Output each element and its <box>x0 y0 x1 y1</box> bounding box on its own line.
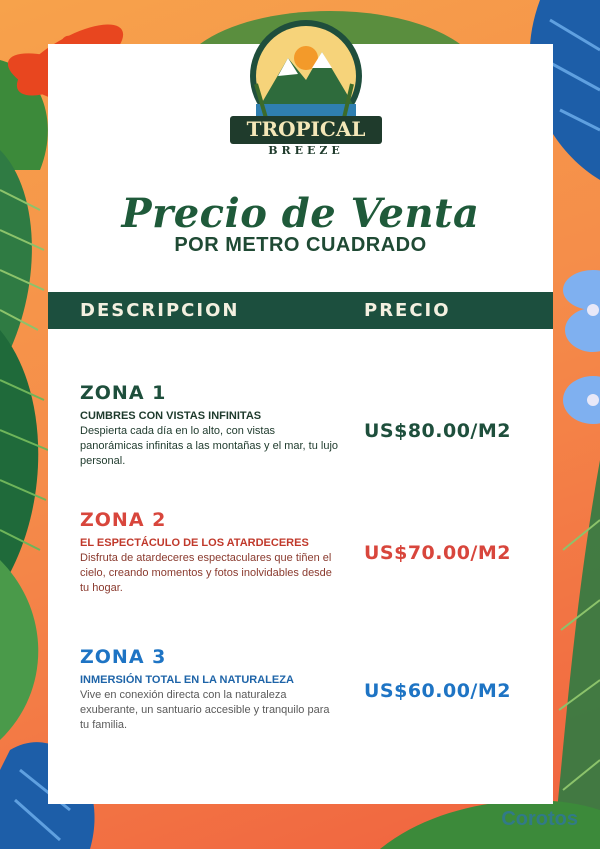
zone-description: Disfruta de atardeceres espectaculares que tiñen el cielo, creando momentos y fotos inolvidables desde tu hogar. <box>80 552 332 594</box>
palm-leaf-icon <box>0 560 52 740</box>
table-header <box>48 292 553 329</box>
zone-3-price: US$60.00/M2 <box>364 680 511 702</box>
zone-description: Despierta cada día en lo alto, con vistas panorámicas infinitas a las montañas y el mar, tu lujo personal. <box>80 425 339 467</box>
zone-tagline: INMERSIÓN TOTAL EN LA NATURALEZA <box>80 674 294 686</box>
zone-name: ZONA 2 <box>80 509 167 531</box>
price-card <box>48 44 553 804</box>
zone-1-price: US$80.00/M2 <box>364 420 511 442</box>
zone-name: ZONA 1 <box>80 382 167 404</box>
palm-leaf-icon <box>0 330 52 590</box>
description-column-header: DESCRIPCION <box>80 300 240 321</box>
page-title: Precio de Venta <box>121 190 480 237</box>
zone-tagline: CUMBRES CON VISTAS INFINITAS <box>80 410 262 422</box>
zone-3-info <box>80 646 340 733</box>
page-subtitle: POR METRO CUADRADO <box>174 234 427 256</box>
zone-2-price: US$70.00/M2 <box>364 542 511 564</box>
zone-2-info <box>80 509 340 596</box>
logo-text: TROPICAL <box>246 117 366 141</box>
zone-name: ZONA 3 <box>80 646 167 668</box>
zone-tagline: EL ESPECTÁCULO DE LOS ATARDECERES <box>80 537 309 549</box>
zone-1-info <box>80 382 340 469</box>
price-column-header: PRECIO <box>364 300 451 321</box>
hibiscus-flower-icon <box>553 250 600 450</box>
mountain-logo-icon <box>226 18 386 158</box>
zone-description: Vive en conexión directa con la naturaleza exuberante, un santuario accesible y tranquilo para tu familia. <box>80 689 330 731</box>
watermark: Corotos <box>501 808 578 830</box>
logo-subtext: BREEZE <box>268 144 344 157</box>
